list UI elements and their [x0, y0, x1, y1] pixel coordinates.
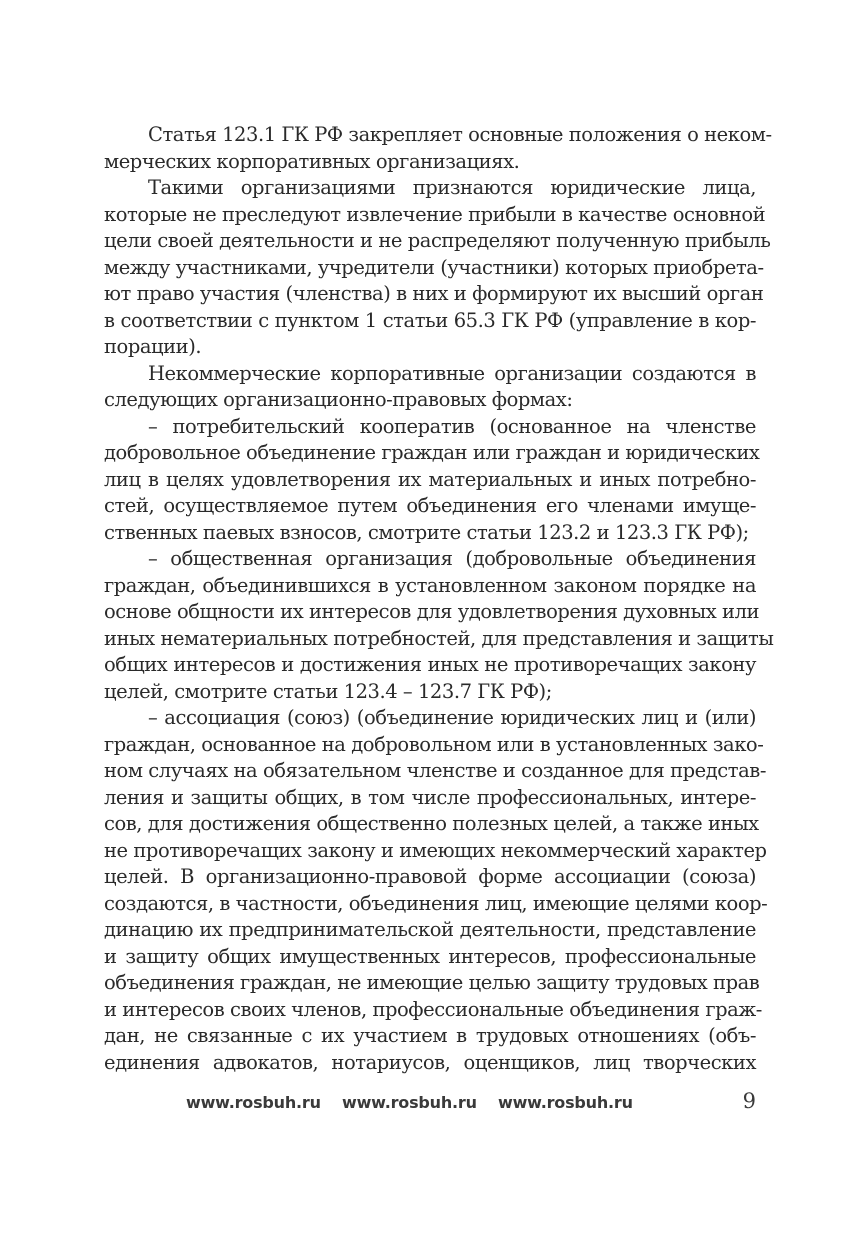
text-line: – потребительский кооператив (основанное на членстве [148, 414, 756, 438]
text-line: сов, для достижения общественно полезных целей, а также иных [104, 812, 759, 835]
text-line: добровольное объединение граждан или граждан и юридических [104, 441, 760, 464]
text-line: между участниками, учредители (участники) которых приобрета- [104, 255, 764, 279]
text-line: динацию их предпринимательской деятельности, представление [104, 918, 756, 941]
text-line: иных нематериальных потребностей, для представления и защиты [104, 626, 774, 650]
text-line: граждан, объединившихся в установленном законом порядке на [104, 573, 756, 597]
page-body [104, 122, 774, 1076]
paragraph [104, 122, 772, 175]
paragraph [104, 175, 771, 361]
page-footer [186, 1089, 756, 1119]
footer-link[interactable]: www.rosbuh.ru [342, 1093, 477, 1112]
text-line: ственных паевых взносов, смотрите статьи 123.2 и 123.3 ГК РФ); [104, 520, 749, 544]
page-number: 9 [742, 1089, 756, 1113]
text-line: Некоммерческие корпоративные организации создаются в [148, 361, 756, 385]
text-line: ления и защиты общих, в том числе профессиональных, интере- [104, 785, 756, 809]
footer-link[interactable]: www.rosbuh.ru [498, 1093, 633, 1112]
text-line: порации). [104, 335, 202, 358]
text-line: следующих организационно-правовых формах: [104, 388, 573, 411]
text-line: объединения граждан, не имеющие целью защиту трудовых прав [104, 971, 760, 994]
footer-link[interactable]: www.rosbuh.ru [186, 1093, 321, 1112]
text-line: единения адвокатов, нотариусов, оценщиков, лиц творческих [104, 1050, 756, 1074]
text-line: мерческих корпоративных организациях. [104, 149, 520, 173]
text-line: цели своей деятельности и не распределяют полученную прибыль [104, 229, 771, 252]
text-line: целей. В организационно-правовой форме ассоциации (союза) [104, 865, 756, 888]
text-line: основе общности их интересов для удовлетворения духовных или [104, 600, 760, 623]
text-line: которые не преследуют извлечение прибыли в качестве основной [104, 202, 766, 226]
text-line: общих интересов и достижения иных не противоречащих закону [104, 653, 756, 676]
text-line: лиц в целях удовлетворения их материальных и иных потребно- [104, 467, 756, 491]
text-line: граждан, основанное на добровольном или в установленных зако- [104, 732, 764, 756]
text-line: и защиту общих имущественных интересов, профессиональные [104, 944, 756, 968]
paragraph [104, 361, 756, 414]
text-line: и интересов своих членов, профессиональные объединения граж- [104, 997, 762, 1021]
text-line: – общественная организация (добровольные объединения [148, 547, 756, 570]
text-line: Такими организациями признаются юридические лица, [148, 176, 756, 199]
text-line: целей, смотрите статьи 123.4 – 123.7 ГК РФ); [104, 679, 552, 703]
text-line: ют право участия (членства) в них и формируют их высший орган [104, 282, 764, 305]
text-line: создаются, в частности, объединения лиц, имеющие целями коор- [104, 891, 768, 915]
text-line: Статья 123.1 ГК РФ закрепляет основные положения о неком- [148, 123, 772, 146]
text-line: – ассоциация (союз) (объединение юридических лиц и (или) [148, 706, 756, 729]
text-line: не противоречащих закону и имеющих некоммерческий характер [104, 838, 767, 862]
list-item [104, 705, 768, 1076]
list-item [104, 414, 760, 547]
text-line: в соответствии с пунктом 1 статьи 65.3 ГК РФ (управление в кор- [104, 308, 756, 332]
text-line: дан, не связанные с их участием в трудовых отношениях (объ- [104, 1024, 756, 1047]
list-item [104, 546, 774, 705]
text-line: стей, осуществляемое путем объединения его членами имуще- [104, 494, 756, 517]
text-line: ном случаях на обязательном членстве и созданное для представ- [104, 759, 766, 782]
